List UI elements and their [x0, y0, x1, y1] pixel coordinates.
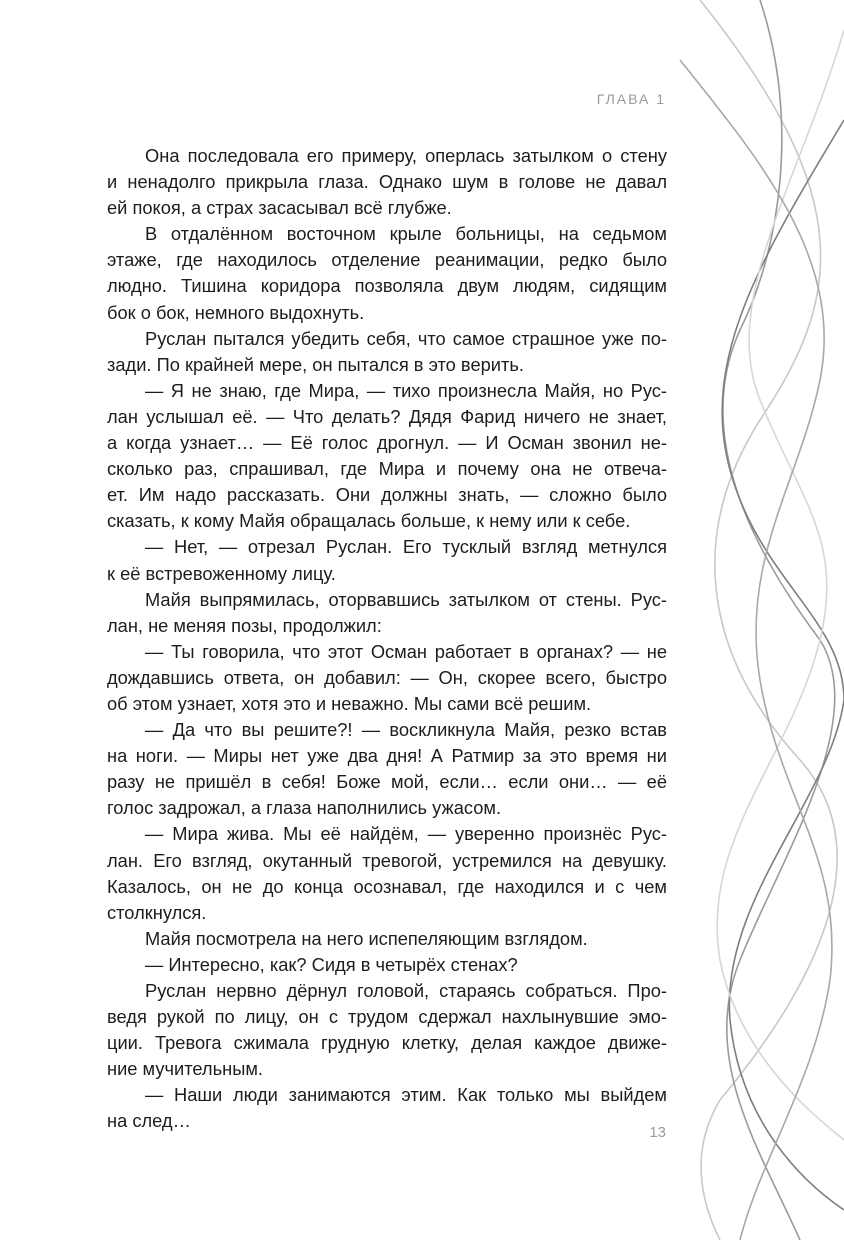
paragraph: [107, 326, 667, 378]
text-line: — Наши люди занимаются этим. Как только мы выйдем: [145, 1084, 667, 1106]
text-line: Майя выпрямилась, оторвавшись затылком от стены. Рус-: [145, 588, 667, 610]
running-head: ГЛАВА 1: [596, 91, 666, 107]
text-line: — Я не знаю, где Мира, — тихо произнесла Майя, но Рус-: [145, 379, 667, 401]
ornament-strand: [680, 60, 832, 1240]
text-line: людно. Тишина коридора позволяла двум людям, сидящим: [107, 275, 667, 297]
body-text: [107, 143, 667, 1135]
text-line: об этом узнает, хотя это и неважно. Мы сами всё решим.: [107, 692, 592, 714]
paragraph: [107, 587, 667, 639]
paragraph: [107, 1082, 667, 1134]
text-line: — Да что вы решите?! — воскликнула Майя, резко встав: [145, 719, 667, 741]
text-line: Руслан нервно дёрнул головой, стараясь собраться. Про-: [145, 980, 667, 1001]
paragraph: [107, 221, 667, 325]
text-line: Она последовала его примеру, оперлась затылком о стену: [145, 145, 667, 166]
text-line: зади. По крайней мере, он пытался в это верить.: [107, 353, 524, 375]
text-line: ние мучительным.: [107, 1058, 264, 1080]
text-line: лан услышал её. — Что делать? Дядя Фарид ничего не знает,: [107, 405, 667, 427]
text-line: — Мира жива. Мы её найдём, — уверенно произнёс Рус-: [145, 823, 667, 845]
ornament-strand: [723, 0, 835, 1240]
text-line: и ненадолго прикрыла глаза. Однако шум в голове не давал: [107, 171, 667, 193]
paragraph: [107, 143, 667, 221]
text-line: на ноги. — Миры нет уже два дня! А Ратмир за это время ни: [107, 745, 667, 767]
ornament-strand: [722, 120, 844, 1210]
text-line: ции. Тревога сжимала грудную клетку, делая каждое движе-: [107, 1032, 667, 1054]
text-line: — Ты говорила, что этот Осман работает в органах? — не: [145, 640, 667, 662]
paragraph: [107, 821, 667, 925]
page-number: 13: [649, 1124, 666, 1141]
text-line: лан, не меняя позы, продолжил:: [107, 614, 382, 636]
text-line: дождавшись ответа, он добавил: — Он, скорее всего, быстро: [107, 666, 667, 688]
text-line: сколько раз, спрашивал, где Мира и почему она не отвеча-: [107, 458, 667, 480]
text-line: на след…: [107, 1110, 191, 1132]
text-line: — Нет, — отрезал Руслан. Его тусклый взгляд метнулся: [145, 536, 667, 558]
paragraph: [107, 378, 667, 535]
text-line: Руслан пытался убедить себя, что самое страшное уже по-: [145, 327, 667, 349]
text-line: лан. Его взгляд, окутанный тревогой, устремился на девушку.: [107, 849, 667, 871]
paragraph: [107, 978, 667, 1082]
text-line: ет. Им надо рассказать. Они должны знать, — сложно было: [107, 484, 667, 506]
text-line: ей покоя, а страх засасывал всё глубже.: [107, 197, 452, 219]
text-line: Казалось, он не до конца осознавал, где находился и с чем: [107, 875, 667, 897]
paragraph: [107, 534, 667, 586]
text-line: столкнулся.: [107, 901, 207, 923]
text-line: Майя посмотрела на него испепеляющим взглядом.: [145, 927, 588, 949]
text-line: голос задрожал, а глаза наполнились ужасом.: [107, 797, 502, 819]
ornament-strand: [700, 0, 837, 1240]
text-line: бок о бок, немного выдохнуть.: [107, 301, 365, 323]
paragraph: [107, 717, 667, 821]
text-line: разу не пришёл в себя! Боже мой, если… если они… — её: [107, 771, 667, 793]
text-line: к её встревоженному лицу.: [107, 562, 336, 584]
text-line: а когда узнает… — Её голос дрогнул. — И Осман звонил не-: [107, 432, 667, 454]
paragraph: [107, 639, 667, 717]
paragraph: [107, 926, 667, 952]
text-line: ведя рукой по лицу, он с трудом сдержал нахлынувшие эмо-: [107, 1006, 667, 1028]
text-line: — Интересно, как? Сидя в четырёх стенах?: [145, 953, 518, 975]
text-line: сказать, к кому Майя обращалась больше, к нему или к себе.: [107, 510, 631, 532]
text-line: В отдалённом восточном крыле больницы, на седьмом: [145, 223, 667, 245]
paragraph: [107, 952, 667, 978]
text-line: этаже, где находилось отделение реанимации, редко было: [107, 249, 667, 271]
